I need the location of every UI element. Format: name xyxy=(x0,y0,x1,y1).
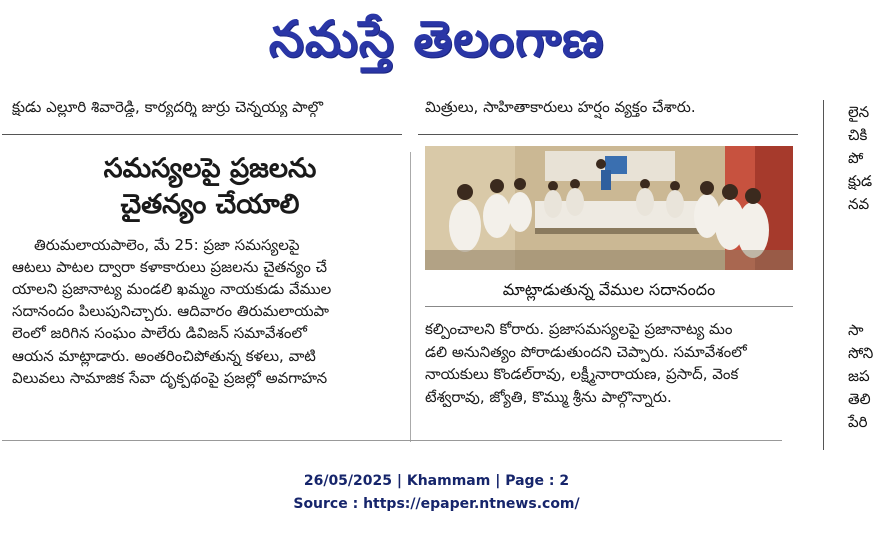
body-right-line: డలి అనునిత్యం పోరాడుతుందని చెప్పారు. సమావేశంలో xyxy=(425,343,747,361)
article-photo xyxy=(425,146,793,270)
fragment-text: పో xyxy=(848,149,864,167)
fragment-text: చికి xyxy=(848,126,868,144)
photo-caption: మాట్లాడుతున్న వేముల సదానందం xyxy=(502,280,716,299)
source-url[interactable]: Source : https://epaper.ntnews.com/ xyxy=(293,496,580,512)
fragment-text: క్షుడ xyxy=(848,172,873,190)
section-divider-left xyxy=(2,134,402,135)
body-left-line: సదానందం పిలుపునిచ్చారు. ఆదివారం తిరుమలాయపా xyxy=(12,302,330,320)
body-left-line: లెంలో జరిగిన సంఘం పాలేరు డివిజన్ సమావేశంలో xyxy=(12,324,307,342)
body-left-line: యాలని ప్రజానాట్య మండలి ఖమ్మం నాయకుడు వేముల xyxy=(12,280,332,298)
caption-divider xyxy=(425,306,793,307)
fragment-text: లైన xyxy=(848,103,870,121)
article-bottom-divider xyxy=(2,440,782,441)
fragment-text: నవ xyxy=(848,195,870,213)
headline-line-1: సమస్యలపై ప్రజలను xyxy=(103,153,317,184)
top-left-snippet: క్షుడు ఎల్లూరి శివారెడ్డి, కార్యదర్శి జుర్రు చెన్నయ్య పాల్గొ xyxy=(12,98,324,116)
section-divider-right xyxy=(418,134,798,135)
fragment-text: పేరి xyxy=(848,413,868,431)
date-edition-page: 26/05/2025 | Khammam | Page : 2 xyxy=(303,473,570,489)
fragment-text: సోని xyxy=(848,344,873,362)
meeting-photo-illustration xyxy=(425,146,793,270)
fragment-text: సా xyxy=(848,321,864,339)
headline-line-2: చైతన్యం చేయాలి xyxy=(120,189,300,220)
top-right-snippet: మిత్రులు, సాహితాకారులు హర్షం వ్యక్తం చేశారు. xyxy=(425,98,696,116)
body-right-line: నాయకులు కొండల్‌రావు, లక్ష్మీనారాయణ, ప్రసాద్, వెంక xyxy=(425,365,739,383)
body-right-line: కల్పించాలని కోరారు. ప్రజాసమస్యలపై ప్రజానాట్య మం xyxy=(425,320,733,338)
newspaper-page-clipping xyxy=(0,82,873,452)
body-left-line: ఆటలు పాటల ద్వారా కళాకారులు ప్రజలను చైతన్యం చే xyxy=(12,258,327,276)
fragment-text: జప xyxy=(848,367,870,385)
body-right-line: టేశ్వరావు, జ్యోతి, కొమ్ము శ్రీను పాల్గొన్నారు. xyxy=(425,388,672,406)
right-column-divider xyxy=(823,100,824,450)
body-left-line: తిరుమలాయపాలెం, మే 25: ప్రజా సమస్యలపై xyxy=(34,236,300,254)
column-divider xyxy=(410,152,411,442)
masthead xyxy=(0,0,873,80)
body-left-line: ఆయన మాట్లాడారు. అంతరించిపోతున్న కళలు, వాటి xyxy=(12,347,316,365)
fragment-text: తెలి xyxy=(848,390,871,408)
newspaper-masthead-logo: నమస్తే తెలంగాణ xyxy=(268,10,605,68)
body-left-line: విలువలు సామాజిక సేవా దృక్పథంపై ప్రజల్లో అవగాహన xyxy=(12,369,328,387)
